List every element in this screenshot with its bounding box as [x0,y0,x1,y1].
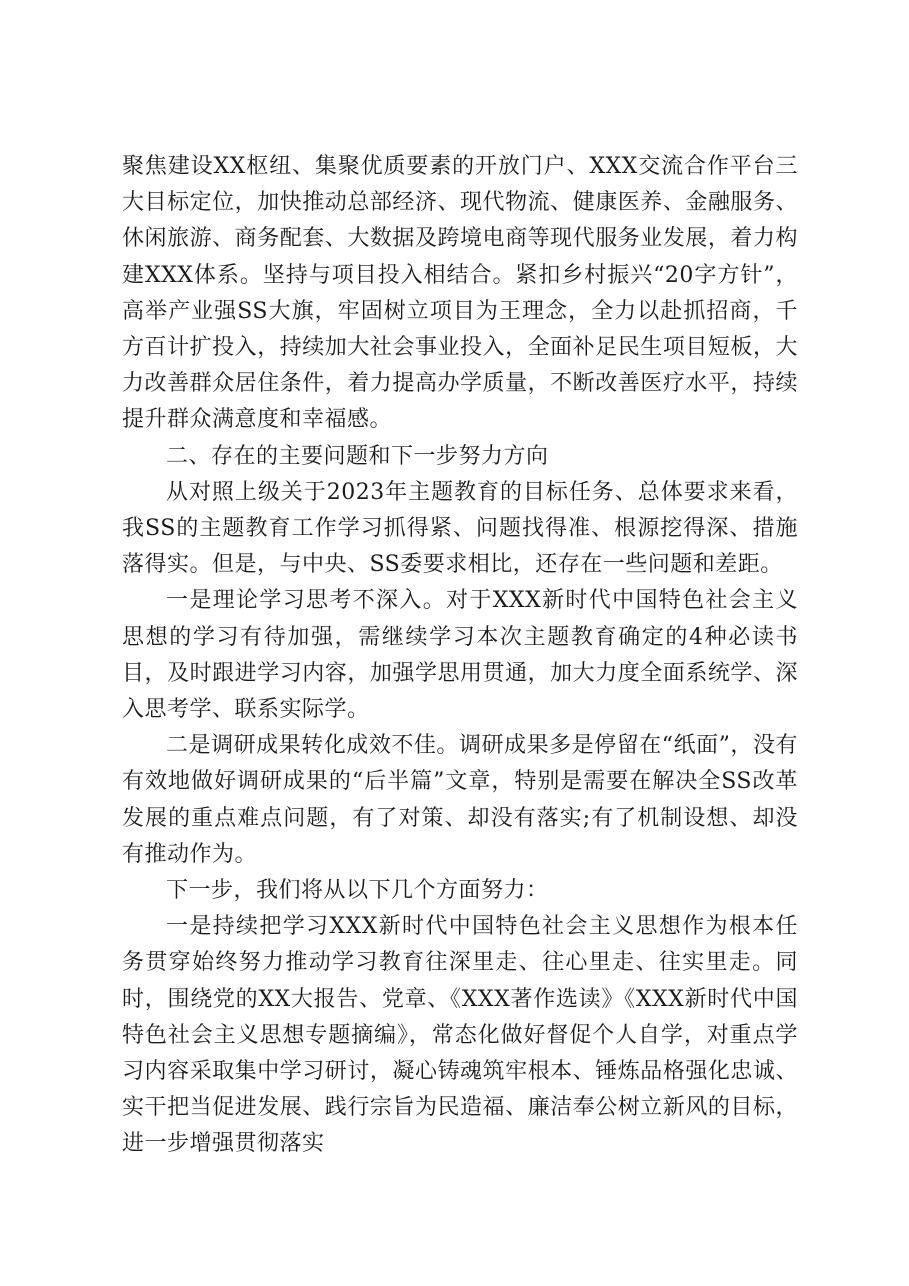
paragraph-problem-two: 二是调研成果转化成效不佳。调研成果多是停留在“纸面”，没有有效地做好调研成果的“后半篇”文章，特别是需要在解决全SS改革发展的重点难点问题，有了对策、却没有落实;有了机制设想、却没有推动作为。 [122,733,798,867]
document-body [122,149,798,1163]
paragraph-next-step-one: 一是持续把学习XXX新时代中国特色社会主义思想作为根本任务贯穿始终努力推动学习教育往深里走、往心里走、往实里走。同时，围绕党的XX大报告、党章、《XXX著作选读》《XXX新时代中国特色社会主义思想专题摘编》，常态化做好督促个人自学，对重点学习内容采取集中学习研讨，凝心铸魂筑牢根本、锤炼品格强化忠诚、实干把当促进发展、践行宗旨为民造福、廉洁奉公树立新风的目标，进一步增强贯彻落实 [122,914,798,1157]
section-heading-problems-and-direction: 二、存在的主要问题和下一步努力方向 [166,443,549,469]
paragraph-next-steps-intro: 下一步，我们将从以下几个方面努力： [166,878,549,904]
paragraph-intro-continuation: 聚焦建设XX枢纽、集聚优质要素的开放门户、XXX交流合作平台三大目标定位，加快推动总部经济、现代物流、健康医养、金融服务、休闲旅游、商务配套、大数据及跨境电商等现代服务业发展，着力构建XXX体系。坚持与项目投入相结合。紧扣乡村振兴“20字方针”，高举产业强SS大旗，牢固树立项目为王理念，全力以赴抓招商，千方百计扩投入，持续加大社会事业投入，全面补足民生项目短板，大力改善群众居住条件，着力提高办学质量，不断改善医疗水平，持续提升群众满意度和幸福感。 [122,154,798,433]
paragraph-overview: 从对照上级关于2023年主题教育的目标任务、总体要求来看，我SS的主题教育工作学习抓得紧、问题找得准、根源挖得深、措施落得实。但是，与中央、SS委要求相比，还存在一些问题和差距。 [122,479,798,578]
paragraph-problem-one: 一是理论学习思考不深入。对于XXX新时代中国特色社会主义思想的学习有待加强，需继续学习本次主题教育确定的4种必读书目，及时跟进学习内容，加强学思用贯通，加大力度全面系统学、深入思考学、联系实际学。 [122,588,798,723]
